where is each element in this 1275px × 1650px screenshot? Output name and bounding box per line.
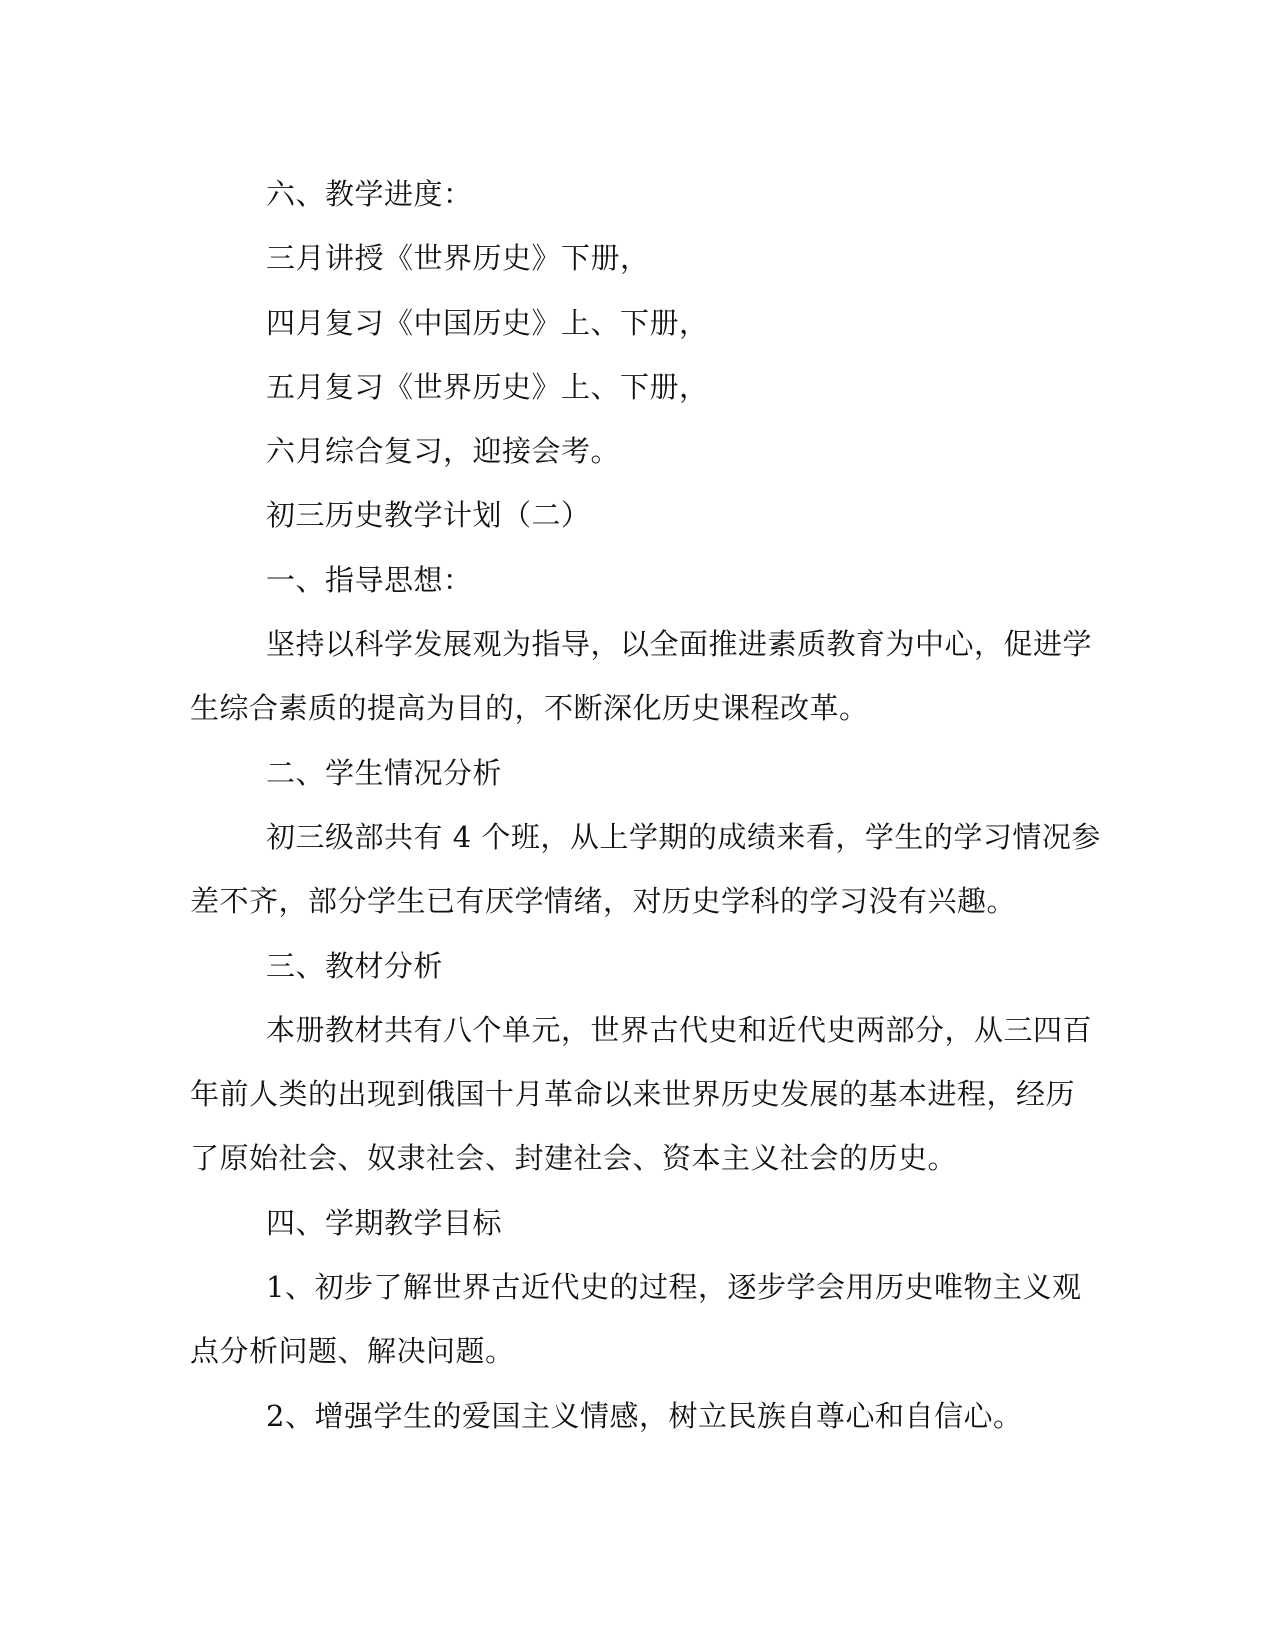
paragraph-line: 差不齐，部分学生已有厌学情绪，对历史学科的学习没有兴趣。 (190, 884, 1017, 919)
document-body (190, 162, 1101, 1448)
schedule-item-april: 四月复习《中国历史》上、下册， (266, 305, 709, 340)
schedule-item-may: 五月复习《世界历史》上、下册， (266, 369, 709, 404)
paragraph-line: 本册教材共有八个单元，世界古代史和近代史两部分，从三四百 (266, 1012, 1093, 1047)
goal-item-2: 2、增强学生的爱国主义情感，树立民族自尊心和自信心。 (266, 1398, 1023, 1433)
paragraph-line: 点分析问题、解决问题。 (190, 1334, 515, 1369)
section-heading-teaching-schedule: 六、教学进度： (266, 177, 473, 211)
paragraph-line: 年前人类的出现到俄国十月革命以来世界历史发展的基本进程，经历 (190, 1077, 1076, 1112)
section-heading-guiding-idea: 一、指导思想： (266, 562, 473, 597)
paragraph-line: 坚持以科学发展观为指导，以全面推进素质教育为中心，促进学 (266, 627, 1093, 662)
schedule-item-march: 三月讲授《世界历史》下册， (266, 241, 650, 276)
plan-title: 初三历史教学计划（二） (266, 498, 591, 533)
section-heading-textbook-analysis: 三、教材分析 (266, 948, 444, 983)
paragraph-line: 了原始社会、奴隶社会、封建社会、资本主义社会的历史。 (190, 1141, 958, 1176)
paragraph-line: 生综合素质的提高为目的，不断深化历史课程改革。 (190, 691, 869, 726)
paragraph-line: 初三级部共有 4 个班，从上学期的成绩来看，学生的学习情况参 (266, 819, 1101, 854)
section-heading-teaching-goals: 四、学期教学目标 (266, 1205, 503, 1240)
section-heading-student-analysis: 二、学生情况分析 (266, 755, 503, 790)
goal-item-1: 1、初步了解世界古近代史的过程，逐步学会用历史唯物主义观 (266, 1270, 1082, 1305)
schedule-item-june: 六月综合复习，迎接会考。 (266, 434, 621, 469)
